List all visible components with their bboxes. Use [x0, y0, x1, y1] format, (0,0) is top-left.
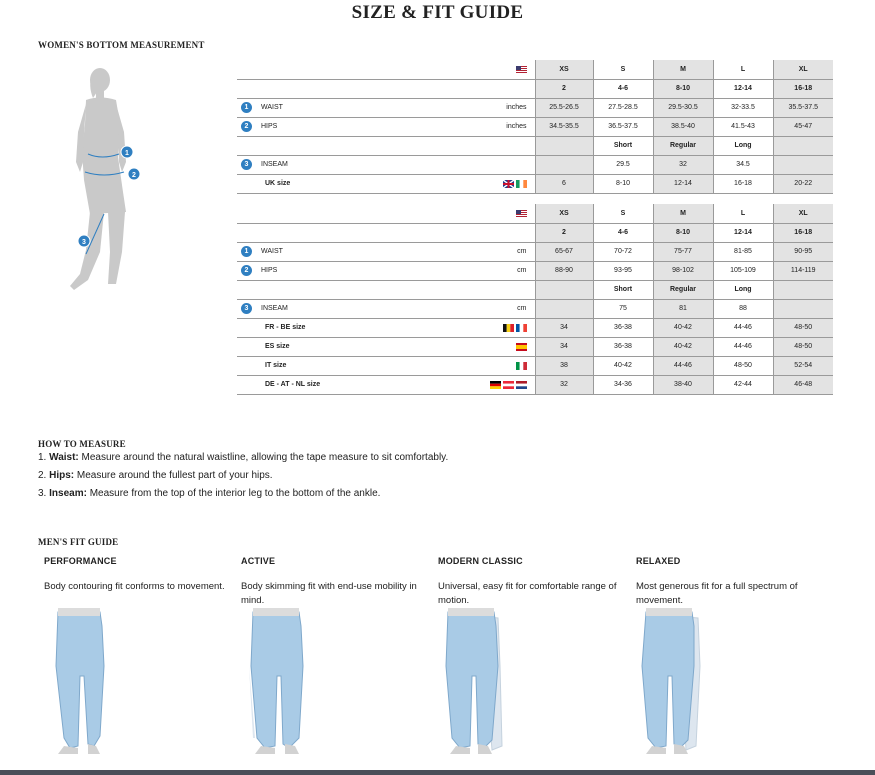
- table-cell: 32: [653, 155, 713, 174]
- how-to-measure-heading: HOW TO MEASURE: [38, 439, 126, 449]
- table-cell: 52-54: [773, 356, 833, 375]
- us-size-value: 2: [535, 223, 593, 242]
- table-cell: 29.5-30.5: [653, 98, 713, 117]
- waist-number-badge: 1: [241, 246, 252, 257]
- france-belgium-flag-icon: [503, 324, 527, 332]
- size-label: XS: [535, 60, 593, 79]
- fit-performance: [40, 556, 230, 594]
- length-row: [237, 280, 833, 299]
- table-cell: 32-33.5: [713, 98, 773, 117]
- waist-marker-icon: [121, 146, 133, 158]
- table-cell: [535, 299, 593, 318]
- table-cell: 40-42: [653, 337, 713, 356]
- unit-label: inches: [506, 123, 527, 130]
- table-cell: 90-95: [773, 242, 833, 261]
- fit-modern-classic: [434, 556, 624, 608]
- table-cell: 29.5: [593, 155, 653, 174]
- spain-flag-icon: [516, 343, 527, 351]
- hips-number-badge: 2: [241, 265, 252, 276]
- relaxed-pants-illustration: [636, 606, 726, 756]
- fr-be-size-row: [237, 318, 833, 337]
- inseam-label: INSEAM: [261, 161, 288, 168]
- length-row: [237, 136, 833, 155]
- table-cell: 46-48: [773, 375, 833, 394]
- list-item: 1. Waist: Measure around the natural waistline, allowing the tape measure to sit comfortably.: [38, 452, 449, 463]
- length-label: Long: [713, 280, 773, 299]
- bottom-divider: [0, 770, 875, 775]
- table-cell: 6: [535, 174, 593, 193]
- table-cell: 70-72: [593, 242, 653, 261]
- table-cell: 42-44: [713, 375, 773, 394]
- us-flag-icon: [516, 66, 527, 73]
- how-to-measure-list: [38, 452, 448, 506]
- list-item: 3. Inseam: Measure from the top of the interior leg to the bottom of the ankle.: [38, 488, 381, 499]
- size-label: XL: [773, 60, 833, 79]
- table-cell: 48-50: [773, 318, 833, 337]
- table-cell: 38: [535, 356, 593, 375]
- fit-description: Most generous fit for a full spectrum of movement.: [636, 581, 798, 606]
- unit-label: inches: [506, 104, 527, 111]
- table-cell: 38-40: [653, 375, 713, 394]
- us-size-value: 2: [535, 79, 593, 98]
- hips-marker-icon: [128, 168, 140, 180]
- list-item: 2. Hips: Measure around the fullest part of your hips.: [38, 470, 273, 481]
- size-label: S: [593, 60, 653, 79]
- length-label: Regular: [653, 136, 713, 155]
- table-cell: 93-95: [593, 261, 653, 280]
- waist-row: [237, 242, 833, 261]
- us-size-value: 4-6: [593, 223, 653, 242]
- table-cell: 81-85: [713, 242, 773, 261]
- italy-flag-icon: [516, 362, 527, 370]
- woman-figure-illustration: [30, 62, 160, 294]
- size-header-row: [237, 60, 833, 79]
- waist-label: WAIST: [261, 248, 283, 255]
- length-label: [773, 136, 833, 155]
- modern-classic-pants-illustration: [438, 606, 528, 756]
- table-cell: 34.5: [713, 155, 773, 174]
- table-cell: 34: [535, 318, 593, 337]
- waist-number-badge: 1: [241, 102, 252, 113]
- us-size-value: 4-6: [593, 79, 653, 98]
- us-size-value: 16-18: [773, 223, 833, 242]
- svg-text:2: 2: [132, 172, 136, 179]
- table-cell: 36.5-37.5: [593, 117, 653, 136]
- us-size-value: 12-14: [713, 79, 773, 98]
- table-cell: 34: [535, 337, 593, 356]
- table-cell: 12-14: [653, 174, 713, 193]
- page-title: SIZE & FIT GUIDE: [351, 2, 524, 23]
- us-flag-icon: [516, 210, 527, 217]
- table-cell: 48-50: [713, 356, 773, 375]
- table-cell: 34-36: [593, 375, 653, 394]
- inseam-row: [237, 155, 833, 174]
- fit-description: Universal, easy fit for comfortable range of motion.: [438, 581, 617, 606]
- fit-name: PERFORMANCE: [44, 556, 117, 566]
- waist-label: WAIST: [261, 104, 283, 111]
- table-cell: 88-90: [535, 261, 593, 280]
- length-label: Short: [593, 280, 653, 299]
- inseam-number-badge: 3: [241, 303, 252, 314]
- inseam-marker-icon: [78, 235, 90, 247]
- us-size-row: [237, 223, 833, 242]
- table-cell: 25.5-26.5: [535, 98, 593, 117]
- fit-active: [237, 556, 427, 608]
- hips-number-badge: 2: [241, 121, 252, 132]
- table-cell: 75-77: [653, 242, 713, 261]
- table-cell: 35.5-37.5: [773, 98, 833, 117]
- table-cell: 36-38: [593, 318, 653, 337]
- us-size-value: 12-14: [713, 223, 773, 242]
- fit-name: ACTIVE: [241, 556, 276, 566]
- size-table-cm: [237, 204, 833, 395]
- table-cell: 48-50: [773, 337, 833, 356]
- table-cell: 114-119: [773, 261, 833, 280]
- us-size-value: 8-10: [653, 79, 713, 98]
- table-cell: 44-46: [653, 356, 713, 375]
- length-label: Long: [713, 136, 773, 155]
- length-label: Regular: [653, 280, 713, 299]
- active-pants-illustration: [241, 606, 331, 756]
- table-cell: 81: [653, 299, 713, 318]
- size-label: L: [713, 60, 773, 79]
- table-cell: 20-22: [773, 174, 833, 193]
- waist-row: [237, 98, 833, 117]
- table-cell: [535, 155, 593, 174]
- table-cell: 40-42: [653, 318, 713, 337]
- table-cell: 36-38: [593, 337, 653, 356]
- size-label: M: [653, 60, 713, 79]
- it-size-row: [237, 356, 833, 375]
- womens-section-heading: WOMEN'S BOTTOM MEASUREMENT: [38, 40, 205, 50]
- svg-text:3: 3: [82, 239, 86, 246]
- length-label: [535, 136, 593, 155]
- fit-name: MODERN CLASSIC: [438, 556, 523, 566]
- unit-label: cm: [517, 305, 527, 312]
- unit-label: cm: [517, 248, 527, 255]
- svg-text:1: 1: [125, 150, 129, 157]
- table-cell: 8-10: [593, 174, 653, 193]
- fit-relaxed: [632, 556, 822, 608]
- it-size-label: IT size: [265, 362, 287, 369]
- table-cell: 40-42: [593, 356, 653, 375]
- unit-label: cm: [517, 267, 527, 274]
- table-cell: 16-18: [713, 174, 773, 193]
- table-cell: 44-46: [713, 318, 773, 337]
- uk-size-label: UK size: [265, 180, 291, 187]
- table-cell: 88: [713, 299, 773, 318]
- performance-pants-illustration: [44, 606, 134, 756]
- us-size-row: [237, 79, 833, 98]
- table-cell: 75: [593, 299, 653, 318]
- length-label: [773, 280, 833, 299]
- table-cell: 32: [535, 375, 593, 394]
- size-label: XL: [773, 204, 833, 223]
- hips-row: [237, 261, 833, 280]
- table-cell: 65-67: [535, 242, 593, 261]
- table-cell: 27.5-28.5: [593, 98, 653, 117]
- size-table-inches: [237, 60, 833, 194]
- table-cell: 41.5-43: [713, 117, 773, 136]
- table-cell: 105-109: [713, 261, 773, 280]
- inseam-label: INSEAM: [261, 305, 288, 312]
- length-label: Short: [593, 136, 653, 155]
- length-label: [535, 280, 593, 299]
- hips-row: [237, 117, 833, 136]
- es-size-label: ES size: [265, 343, 290, 350]
- fr-be-size-label: FR - BE size: [265, 324, 306, 331]
- uk-size-row: [237, 174, 833, 193]
- de-at-nl-size-label: DE - AT - NL size: [265, 381, 321, 388]
- mens-fit-guide-heading: MEN'S FIT GUIDE: [38, 537, 119, 547]
- table-cell: [773, 155, 833, 174]
- es-size-row: [237, 337, 833, 356]
- size-label: L: [713, 204, 773, 223]
- us-size-value: 16-18: [773, 79, 833, 98]
- inseam-row: [237, 299, 833, 318]
- table-cell: 98-102: [653, 261, 713, 280]
- table-cell: 34.5-35.5: [535, 117, 593, 136]
- us-size-value: 8-10: [653, 223, 713, 242]
- germany-austria-netherlands-flag-icon: [490, 381, 527, 389]
- table-cell: 38.5-40: [653, 117, 713, 136]
- size-label: XS: [535, 204, 593, 223]
- table-cell: 45-47: [773, 117, 833, 136]
- size-header-row: [237, 204, 833, 223]
- fit-description: Body skimming fit with end-use mobility in mind.: [241, 581, 417, 606]
- fit-name: RELAXED: [636, 556, 681, 566]
- de-at-nl-size-row: [237, 375, 833, 394]
- size-label: S: [593, 204, 653, 223]
- hips-label: HIPS: [261, 123, 278, 130]
- uk-ireland-flag-icon: [503, 180, 527, 188]
- size-label: M: [653, 204, 713, 223]
- inseam-number-badge: 3: [241, 159, 252, 170]
- fit-description: Body contouring fit conforms to movement.: [44, 581, 225, 592]
- table-cell: 44-46: [713, 337, 773, 356]
- table-cell: [773, 299, 833, 318]
- hips-label: HIPS: [261, 267, 278, 274]
